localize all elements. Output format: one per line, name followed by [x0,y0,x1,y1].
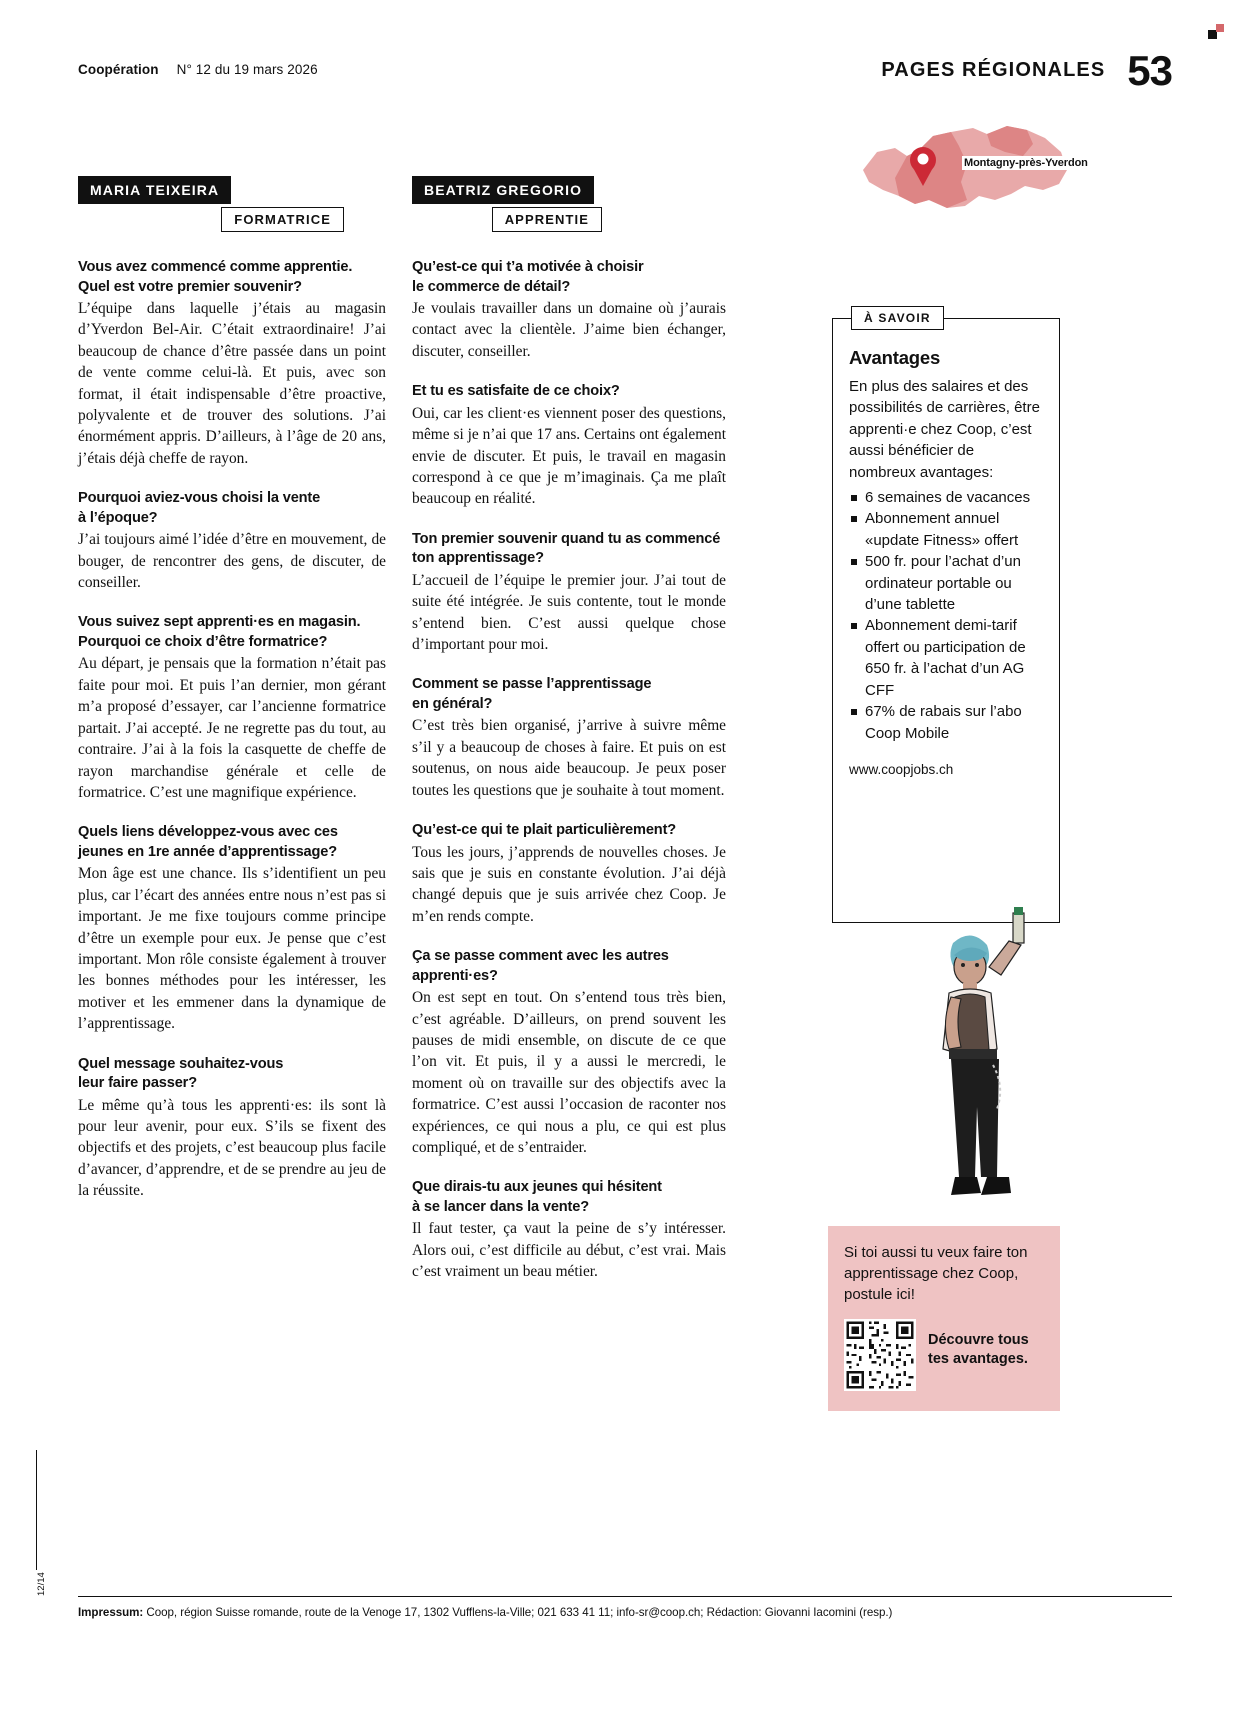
qa-question: Que dirais-tu aux jeunes qui hésitent à se lancer dans la vente? [412,1179,662,1215]
map-location-label: Montagny-près-Yverdon [964,157,1088,169]
qa-block [78,613,386,803]
qa-answer: Mon âge est une chance. Ils s’identifient un peu plus, car l’écart des années entre nous n’est pas si important. Je me fixe toujours comme principe d’être un exemple pour eux. Je pense que c’est important. Mon rôle consiste également à trouver les bonnes méthodes pour les intéresser, les motiver et les emmener dans la dynamique de l’apprentissage. [78,865,386,1033]
person-badge-formatrice [78,176,344,232]
qa-answer: C’est très bien organisé, j’arrive à suivre même s’il y a beaucoup de choses à faire. Et puis on est soutenus, on nous aide beaucoup. Je peux poser toutes les questions que je souhaite à tout moment. [412,717,726,799]
person-name: BEATRIZ GREGORIO [412,176,594,204]
page-number: 53 [1127,47,1172,94]
info-box-title: Avantages [849,347,941,368]
benefit-item: 6 semaines de vacances [849,487,1043,508]
qa-question: Qu’est-ce qui t’a motivée à choisir le commerce de détail? [412,259,644,295]
qa-answer: L’accueil de l’équipe le premier jour. J’ai tout de suite été intégrée. Je suis contente, tout le monde s’entend bien. C’est aussi quelque chose d’important pour moi. [412,571,726,653]
edge-rule [36,1450,37,1570]
qa-block [412,675,726,801]
qa-block [78,823,386,1034]
benefit-item: 67% de rabais sur l’abo Coop Mobile [849,701,1043,744]
qa-question: Qu’est-ce qui te plait particulièrement? [412,822,677,838]
masthead [78,62,318,77]
qa-answer: L’équipe dans laquelle j’étais au magasin d’Yverdon Bel-Air. C’était extraordinaire! J’ai beaucoup de chance d’être passée dans un point de vente comme celui-là. Et puis, avec son format, il était indispensable d’être proactive, polyvalente et de trouver des solutions. J’ai énormément appris. D’ailleurs, à l’âge de 20 ans, j’étais déjà cheffe de rayon. [78,300,386,467]
promo-text: Si toi aussi tu veux faire ton apprentissage chez Coop, postule ici! [844,1244,1028,1303]
person-figure-icon [905,905,1055,1235]
qa-block [412,258,726,362]
footer-divider [78,1596,1172,1597]
brand-name: Coopération [78,62,159,77]
promo-cta-text: Découvre tous tes avantages. [928,1332,1029,1367]
qa-answer: On est sept en tout. On s’entend tous très bien, c’est agréable. D’ailleurs, on prend souvent les pauses de midi ensemble, on discute de ce que l’on vit. Et puis, il y a aussi le mercredi, le moment où on travaille sur des objectifs avec la formatrice. C’est aussi l’occasion de raconter nos expériences, ce qui nous a plu, ce qui est plus compliqué, et de s’entraider. [412,989,726,1156]
qa-answer: Il faut tester, ça vaut la peine de s’y intéresser. Alors oui, c’est difficile au début, c’est vrai. Mais c’est vraiment un beau métier. [412,1220,726,1281]
qr-code[interactable] [844,1319,916,1391]
issue-info: N° 12 du 19 mars 2026 [176,62,318,77]
qa-answer: Je voulais travailler dans un domaine où j’aurais contact avec la clientèle. J’aime bien échanger, discuter, conseiller. [412,300,726,360]
qa-question: Comment se passe l’apprentissage en général? [412,676,652,712]
benefit-item: Abonnement demi-tarif offert ou participation de 650 fr. à l’achat d’un AG CFF [849,615,1043,701]
promo-box [828,1226,1060,1411]
info-box-benefit-list [849,487,1043,744]
qa-question: Pourquoi aviez-vous choisi la vente à l’époque? [78,490,321,526]
qa-question: Vous avez commencé comme apprentie. Quel est votre premier souvenir? [78,259,353,295]
interview-column-formatrice [78,258,386,1222]
qa-question: Ton premier souvenir quand tu as commencé ton apprentissage? [412,530,721,567]
qa-answer: J’ai toujours aimé l’idée d’être en mouvement, de bouger, de rencontrer des gens, de discuter, de conseiller. [78,531,386,592]
switzerland-map [855,112,1088,224]
qa-question: Quels liens développez-vous avec ces jeunes en 1re année d’apprentissage? [78,824,338,860]
qr-code-icon [844,1319,916,1391]
qa-block [412,382,726,510]
info-box-url[interactable]: www.coopjobs.ch [849,761,954,777]
qa-question: Vous suivez sept apprenti·es en magasin. Pourquoi ce choix d’être formatrice? [78,614,361,650]
qa-answer: Au départ, je pensais que la formation n’était pas faite pour moi. Et puis l’an dernier, mon gérant m’a proposé d’essayer, car l’ancienne formatrice partait. J’ai accepté. Je ne regrette pas du tout, au contraire. J’ai à la fois la casquette de cheffe de rayon marchandise générale et celle de formatrice. C’est une magnifique expérience. [78,655,386,801]
person-badge-apprentie [412,176,602,232]
corner-registration-mark [1208,24,1224,40]
impressum [78,1606,892,1619]
info-box-avantages [832,311,1060,923]
person-name: MARIA TEIXEIRA [78,176,231,204]
impressum-text: Coop, région Suisse romande, route de la Venoge 17, 1302 Vufflens-la-Ville; 021 633 41 11; info-sr@coop.ch; Rédaction: Giovanni Iacomini (resp.) [146,1606,893,1619]
qa-block [78,258,386,469]
benefit-item: Abonnement annuel «update Fitness» offert [849,508,1043,551]
qa-question: Quel message souhaitez-vous leur faire passer? [78,1055,284,1092]
apprentice-illustration [905,905,1055,1235]
qa-answer: Oui, car les client·es viennent poser des questions, même si je n’ai que 17 ans. Certains ont également envie de discuter. Et puis, le travail en magasin correspond à ce que je m’imaginais. Ça me plaît beaucoup en réalité. [412,404,726,508]
info-box-intro: En plus des salaires et des possibilités de carrières, être apprenti·e chez Coop, c’est aussi bénéficier de nombreux avantages: [849,378,1040,481]
section-title: PAGES RÉGIONALES [881,59,1106,82]
person-role: APPRENTIE [492,207,602,232]
impressum-label: Impressum: [78,1606,144,1619]
qa-answer: Tous les jours, j’apprends de nouvelles choses. Je sais que je suis en constante évolution. J’ai déjà changé depuis que je suis arrivée chez Coop. Je m’en rends compte. [412,843,726,925]
header-right [881,47,1172,94]
qa-block [412,1178,726,1282]
person-role: FORMATRICE [221,207,344,232]
benefit-item: 500 fr. pour l’achat d’un ordinateur portable ou d’une tablette [849,551,1043,615]
qa-block [412,821,726,927]
qa-answer: Le même qu’à tous les apprenti·es: ils sont là pour leur avenir, pour eux. S’ils se fixent des objectifs et des projets, c’est beaucoup plus facile d’avancer, d’apprendre, et de se prendre au jeu de la réussite. [78,1096,386,1200]
qa-question: Ça se passe comment avec les autres apprenti·es? [412,948,669,984]
qa-block [78,489,386,593]
interview-column-apprentie [412,258,726,1303]
info-box-tag: À SAVOIR [851,306,944,330]
qa-block [412,530,726,656]
qa-block [78,1055,386,1202]
folio-number: 12/14 [36,1572,47,1596]
qa-question: Et tu es satisfaite de ce choix? [412,383,620,400]
qa-block [412,947,726,1158]
